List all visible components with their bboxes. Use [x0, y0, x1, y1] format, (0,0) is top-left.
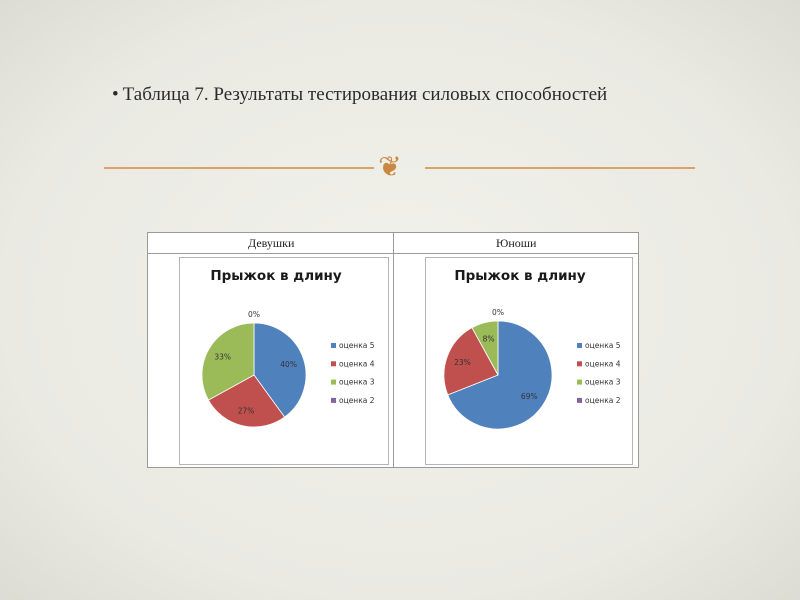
data-label: 27%	[237, 406, 255, 416]
legend-swatch	[331, 361, 336, 366]
data-label: 33%	[214, 352, 232, 362]
data-label: 0%	[492, 308, 504, 317]
data-label: 8%	[482, 334, 495, 344]
legend-label: оценка 4	[339, 359, 375, 369]
column-header-boys: Юноши	[496, 236, 537, 250]
chart-title: Прыжок в длину	[210, 268, 342, 284]
legend-label: оценка 3	[585, 377, 621, 387]
data-label: 69%	[520, 392, 538, 402]
pie-chart-girls	[180, 258, 390, 466]
chart-title: Прыжок в длину	[454, 268, 586, 284]
divider-line-left	[104, 167, 374, 169]
title-text: Таблица 7. Результаты тестирования силовых способностей	[122, 84, 608, 105]
legend-label: оценка 2	[585, 395, 621, 405]
legend-swatch	[577, 361, 582, 366]
slide-title	[112, 84, 732, 106]
legend-label: оценка 2	[339, 395, 375, 405]
data-label: 23%	[454, 358, 471, 368]
legend-label: оценка 3	[339, 377, 375, 387]
title-bullet: •	[112, 84, 119, 105]
legend-swatch	[577, 343, 582, 348]
chart-boys	[425, 257, 633, 465]
legend-swatch	[331, 343, 336, 348]
legend-swatch	[331, 398, 336, 403]
results-table	[147, 232, 639, 468]
data-label: 40%	[280, 359, 297, 369]
legend-swatch	[577, 380, 582, 385]
legend-label: оценка 4	[585, 359, 621, 369]
pie-chart-boys	[426, 258, 634, 466]
ornament-icon: ❦	[378, 150, 402, 183]
legend-swatch	[331, 380, 336, 385]
column-header-girls: Девушки	[248, 236, 295, 250]
divider-line-right	[425, 167, 695, 169]
legend-label: оценка 5	[585, 341, 621, 350]
data-label: 0%	[248, 310, 260, 319]
legend-swatch	[577, 398, 582, 403]
legend-label: оценка 5	[339, 341, 375, 350]
column-divider	[393, 233, 394, 467]
chart-girls	[179, 257, 389, 465]
